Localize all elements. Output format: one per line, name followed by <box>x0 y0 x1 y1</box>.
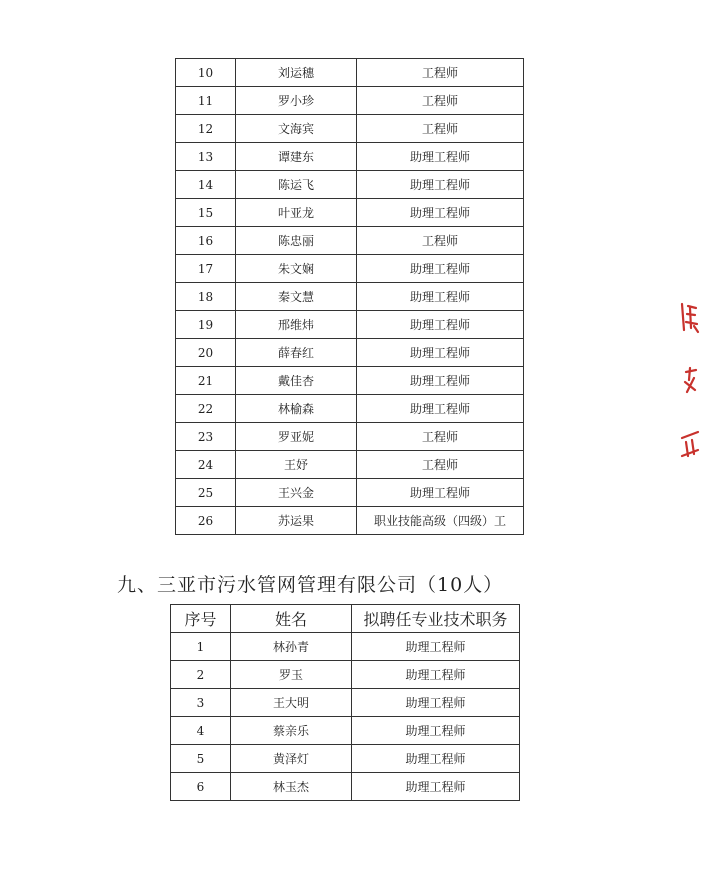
name-cell: 苏运果 <box>236 507 357 535</box>
table-row <box>176 451 524 479</box>
section-heading: 九、三亚市污水管网管理有限公司（10人） <box>117 574 504 596</box>
name-cell: 罗亚妮 <box>236 423 357 451</box>
serial-number-cell: 5 <box>171 745 231 773</box>
table-row <box>176 367 524 395</box>
name-cell: 朱文娴 <box>236 255 357 283</box>
table-row <box>176 227 524 255</box>
title-cell: 助理工程师 <box>357 339 524 367</box>
name-cell: 陈运飞 <box>236 171 357 199</box>
name-cell: 蔡亲乐 <box>231 717 352 745</box>
title-cell: 助理工程师 <box>357 283 524 311</box>
table-row <box>176 339 524 367</box>
name-cell: 陈忠丽 <box>236 227 357 255</box>
header-name: 姓名 <box>231 605 352 633</box>
serial-number-cell: 2 <box>171 661 231 689</box>
name-cell: 邢维炜 <box>236 311 357 339</box>
title-cell: 工程师 <box>357 451 524 479</box>
sewage-table-body <box>171 633 520 801</box>
table-row <box>171 745 520 773</box>
serial-number-cell: 24 <box>176 451 236 479</box>
table-row <box>171 717 520 745</box>
seam-seal-fragment <box>676 300 702 460</box>
title-cell: 助理工程师 <box>352 689 520 717</box>
table-row <box>176 171 524 199</box>
name-cell: 戴佳杏 <box>236 367 357 395</box>
table-row <box>176 395 524 423</box>
title-cell: 工程师 <box>357 115 524 143</box>
serial-number-cell: 13 <box>176 143 236 171</box>
serial-number-cell: 22 <box>176 395 236 423</box>
staff-table-body <box>176 59 524 535</box>
serial-number-cell: 14 <box>176 171 236 199</box>
table-row <box>176 87 524 115</box>
name-cell: 王妤 <box>236 451 357 479</box>
title-cell: 助理工程师 <box>357 143 524 171</box>
name-cell: 林玉杰 <box>231 773 352 801</box>
name-cell: 林榆森 <box>236 395 357 423</box>
serial-number-cell: 3 <box>171 689 231 717</box>
table-row <box>176 59 524 87</box>
title-cell: 工程师 <box>357 59 524 87</box>
name-cell: 黄泽灯 <box>231 745 352 773</box>
title-cell: 助理工程师 <box>357 395 524 423</box>
serial-number-cell: 20 <box>176 339 236 367</box>
serial-number-cell: 25 <box>176 479 236 507</box>
table-row <box>171 773 520 801</box>
title-cell: 助理工程师 <box>352 661 520 689</box>
title-cell: 工程师 <box>357 227 524 255</box>
serial-number-cell: 1 <box>171 633 231 661</box>
serial-number-cell: 26 <box>176 507 236 535</box>
title-cell: 助理工程师 <box>352 633 520 661</box>
table-row <box>176 479 524 507</box>
name-cell: 林孙青 <box>231 633 352 661</box>
table-row <box>176 507 524 535</box>
name-cell: 罗小珍 <box>236 87 357 115</box>
serial-number-cell: 15 <box>176 199 236 227</box>
serial-number-cell: 10 <box>176 59 236 87</box>
table-header-row <box>171 605 520 633</box>
table-row <box>176 283 524 311</box>
title-cell: 助理工程师 <box>357 479 524 507</box>
name-cell: 文海宾 <box>236 115 357 143</box>
serial-number-cell: 21 <box>176 367 236 395</box>
serial-number-cell: 6 <box>171 773 231 801</box>
name-cell: 秦文慧 <box>236 283 357 311</box>
title-cell: 助理工程师 <box>357 255 524 283</box>
title-cell: 工程师 <box>357 87 524 115</box>
header-serial-number: 序号 <box>171 605 231 633</box>
table-row <box>171 689 520 717</box>
table-row <box>176 255 524 283</box>
header-proposed-title: 拟聘任专业技术职务 <box>352 605 520 633</box>
title-cell: 工程师 <box>357 423 524 451</box>
name-cell: 刘运穗 <box>236 59 357 87</box>
serial-number-cell: 23 <box>176 423 236 451</box>
sewage-company-staff-table <box>170 604 520 801</box>
name-cell: 王兴金 <box>236 479 357 507</box>
table-row <box>176 199 524 227</box>
title-cell: 职业技能高级（四级）工 <box>357 507 524 535</box>
title-cell: 助理工程师 <box>357 171 524 199</box>
name-cell: 王大明 <box>231 689 352 717</box>
title-cell: 助理工程师 <box>357 311 524 339</box>
serial-number-cell: 12 <box>176 115 236 143</box>
title-cell: 助理工程师 <box>352 773 520 801</box>
serial-number-cell: 18 <box>176 283 236 311</box>
name-cell: 薛春红 <box>236 339 357 367</box>
serial-number-cell: 16 <box>176 227 236 255</box>
table-row <box>171 661 520 689</box>
table-row <box>176 311 524 339</box>
staff-table-continued <box>175 58 524 535</box>
serial-number-cell: 11 <box>176 87 236 115</box>
name-cell: 叶亚龙 <box>236 199 357 227</box>
serial-number-cell: 19 <box>176 311 236 339</box>
title-cell: 助理工程师 <box>357 367 524 395</box>
table-row <box>176 423 524 451</box>
title-cell: 助理工程师 <box>352 717 520 745</box>
table-row <box>171 633 520 661</box>
title-cell: 助理工程师 <box>357 199 524 227</box>
serial-number-cell: 4 <box>171 717 231 745</box>
table-row <box>176 143 524 171</box>
title-cell: 助理工程师 <box>352 745 520 773</box>
table-row <box>176 115 524 143</box>
name-cell: 谭建东 <box>236 143 357 171</box>
name-cell: 罗玉 <box>231 661 352 689</box>
serial-number-cell: 17 <box>176 255 236 283</box>
